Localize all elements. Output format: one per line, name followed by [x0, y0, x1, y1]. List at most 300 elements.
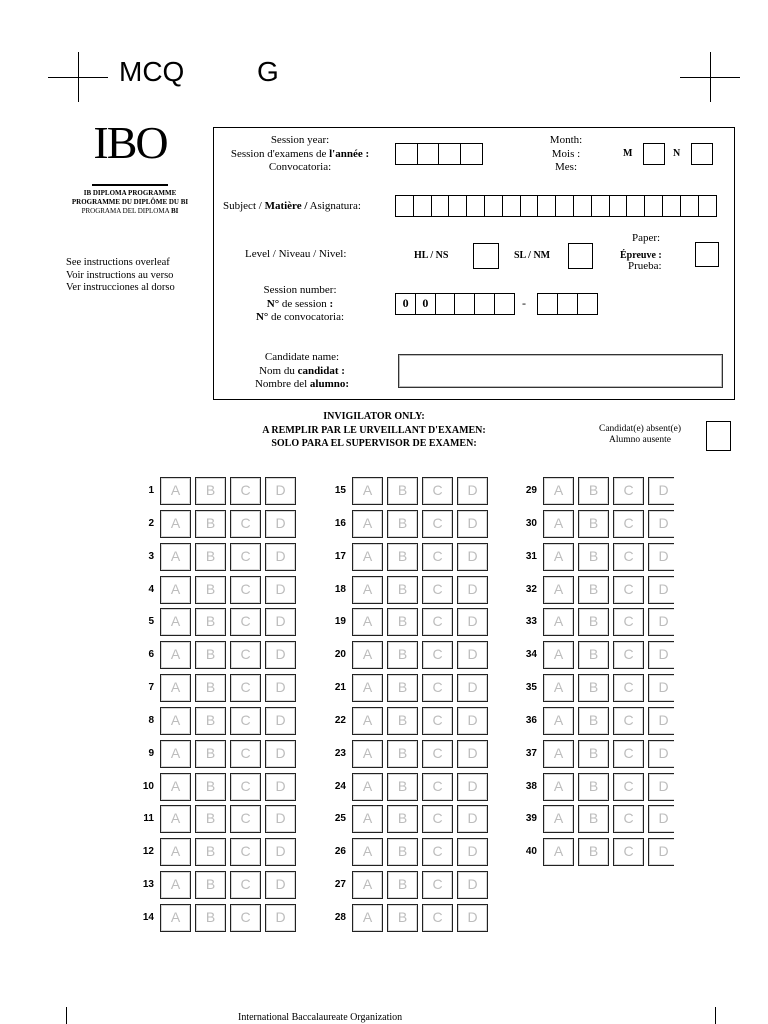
logo-programme-lines — [50, 189, 210, 216]
answer-bubble-d[interactable]: D — [457, 641, 488, 669]
question-number: 19 — [334, 616, 346, 628]
answer-bubble-c[interactable]: C — [613, 740, 644, 768]
question-number: 16 — [334, 517, 346, 529]
answer-bubble-b[interactable]: B — [387, 674, 418, 702]
answer-bubble-a[interactable]: A — [160, 707, 191, 735]
session-number-separator: - — [522, 296, 526, 310]
question-number: 24 — [334, 780, 346, 792]
subject-field — [395, 195, 715, 217]
session-number-suffix-cell[interactable] — [577, 293, 598, 315]
answer-bubble-a[interactable]: A — [160, 904, 191, 932]
answer-bubble-b[interactable]: B — [578, 641, 609, 669]
answer-bubble-a[interactable]: A — [543, 674, 574, 702]
session-year-label-es: Convocatoria: — [268, 161, 332, 173]
answer-bubble-d[interactable]: D — [457, 904, 488, 932]
question-number: 28 — [334, 911, 346, 923]
question-number: 35 — [525, 682, 537, 694]
answer-bubble-a[interactable]: A — [160, 805, 191, 833]
question-row — [134, 838, 300, 871]
subject-cell[interactable] — [395, 195, 414, 217]
answer-bubble-b[interactable]: B — [387, 805, 418, 833]
answer-bubble-b[interactable]: B — [195, 740, 226, 768]
answer-bubble-b[interactable]: B — [195, 543, 226, 571]
question-row — [134, 773, 300, 806]
answer-bubble-b[interactable]: B — [578, 773, 609, 801]
answer-bubble-d[interactable]: D — [648, 608, 674, 636]
question-row — [326, 576, 492, 609]
question-row — [134, 740, 300, 773]
answer-bubble-c[interactable]: C — [422, 740, 453, 768]
answer-bubble-a[interactable]: A — [352, 608, 383, 636]
invigilator-heading — [224, 410, 524, 451]
paper-label-es: Prueba: — [628, 260, 662, 272]
answer-column — [517, 477, 674, 871]
session-year-label-fr — [215, 148, 385, 162]
answer-bubble-d[interactable]: D — [265, 576, 296, 604]
answer-bubble-c[interactable]: C — [613, 773, 644, 801]
candidate-name-label-es-text: Nombre del — [254, 378, 310, 390]
answer-bubble-b[interactable]: B — [195, 838, 226, 866]
session-number-cell[interactable] — [454, 293, 475, 315]
answer-bubble-c[interactable]: C — [230, 543, 261, 571]
answer-bubble-a[interactable]: A — [352, 773, 383, 801]
question-number: 9 — [148, 747, 154, 759]
answer-bubble-a[interactable]: A — [352, 871, 383, 899]
subject-cell[interactable] — [466, 195, 485, 217]
answer-bubble-d[interactable]: D — [457, 707, 488, 735]
answer-bubble-a[interactable]: A — [160, 773, 191, 801]
question-number: 36 — [525, 714, 537, 726]
month-label — [526, 134, 606, 175]
question-row — [517, 773, 674, 806]
answer-bubble-a[interactable]: A — [543, 773, 574, 801]
answer-bubble-c[interactable]: C — [230, 576, 261, 604]
answer-bubble-a[interactable]: A — [352, 641, 383, 669]
answer-bubble-a[interactable]: A — [352, 510, 383, 538]
answer-bubble-c[interactable]: C — [230, 510, 261, 538]
candidate-name-label — [217, 351, 387, 392]
answer-bubble-d[interactable]: D — [648, 576, 674, 604]
question-row — [517, 543, 674, 576]
question-row — [326, 707, 492, 740]
subject-cell[interactable] — [591, 195, 610, 217]
answer-bubble-b[interactable]: B — [195, 576, 226, 604]
question-row — [326, 510, 492, 543]
answer-bubble-b[interactable]: B — [578, 477, 609, 505]
question-row — [134, 805, 300, 838]
answer-bubble-b[interactable]: B — [578, 707, 609, 735]
answer-bubble-b[interactable]: B — [387, 904, 418, 932]
answer-bubble-a[interactable]: A — [160, 838, 191, 866]
answer-bubble-d[interactable]: D — [265, 510, 296, 538]
question-number: 11 — [143, 813, 154, 825]
question-row — [326, 871, 492, 904]
answer-bubble-c[interactable]: C — [230, 608, 261, 636]
session-number-label — [215, 284, 385, 325]
question-number: 3 — [148, 550, 154, 562]
subject-cell[interactable] — [537, 195, 556, 217]
answer-bubble-b[interactable]: B — [195, 871, 226, 899]
answer-bubble-a[interactable]: A — [543, 477, 574, 505]
answer-bubble-c[interactable]: C — [422, 576, 453, 604]
answer-bubble-c[interactable]: C — [230, 773, 261, 801]
question-row — [326, 608, 492, 641]
answer-bubble-c[interactable]: C — [230, 707, 261, 735]
logo-wordmark: IBO — [93, 117, 167, 168]
answer-bubble-c[interactable]: C — [422, 510, 453, 538]
answer-bubble-b[interactable]: B — [195, 510, 226, 538]
question-number: 1 — [148, 485, 154, 496]
session-number-cell[interactable] — [435, 293, 456, 315]
answer-bubble-b[interactable]: B — [195, 674, 226, 702]
answer-bubble-a[interactable]: A — [160, 477, 191, 505]
answer-bubble-d[interactable]: D — [648, 805, 674, 833]
answer-bubble-d[interactable]: D — [265, 674, 296, 702]
answer-bubble-d[interactable]: D — [648, 641, 674, 669]
answer-bubble-d[interactable]: D — [648, 838, 674, 866]
answer-bubble-a[interactable]: A — [543, 838, 574, 866]
answer-bubble-d[interactable]: D — [265, 740, 296, 768]
form-version: G — [257, 56, 279, 87]
answer-bubble-d[interactable]: D — [648, 477, 674, 505]
answer-bubble-c[interactable]: C — [230, 477, 261, 505]
subject-cell[interactable] — [413, 195, 432, 217]
answer-bubble-a[interactable]: A — [352, 805, 383, 833]
paper-label-fr: Épreuve : — [620, 250, 662, 261]
answer-bubble-b[interactable]: B — [578, 543, 609, 571]
question-number: 39 — [525, 813, 537, 825]
answer-bubble-c[interactable]: C — [230, 838, 261, 866]
answer-bubble-b[interactable]: B — [387, 641, 418, 669]
session-number-cell[interactable]: 0 — [415, 293, 436, 315]
subject-cell[interactable] — [662, 195, 681, 217]
question-row — [517, 510, 674, 543]
session-number-cell[interactable]: 0 — [395, 293, 416, 315]
subject-label-suffix: Asignatura: — [307, 200, 361, 212]
question-number: 37 — [525, 747, 537, 759]
answer-bubble-d[interactable]: D — [457, 871, 488, 899]
answer-bubble-b[interactable]: B — [578, 608, 609, 636]
answer-bubble-b[interactable]: B — [195, 904, 226, 932]
session-number-suffix-cell[interactable] — [537, 293, 558, 315]
answer-bubble-c[interactable]: C — [613, 805, 644, 833]
question-row — [134, 608, 300, 641]
answer-bubble-a[interactable]: A — [160, 576, 191, 604]
question-number: 30 — [525, 517, 537, 529]
answer-bubble-c[interactable]: C — [422, 773, 453, 801]
question-row — [517, 805, 674, 838]
session-year-label — [215, 134, 385, 175]
candidate-absent-checkbox[interactable] — [706, 421, 731, 451]
answer-bubble-b[interactable]: B — [387, 838, 418, 866]
subject-cell[interactable] — [431, 195, 450, 217]
answer-bubble-a[interactable]: A — [543, 543, 574, 571]
answer-bubble-c[interactable]: C — [613, 543, 644, 571]
answer-bubble-d[interactable]: D — [265, 838, 296, 866]
answer-bubble-b[interactable]: B — [195, 608, 226, 636]
logo — [50, 117, 210, 220]
question-row — [134, 510, 300, 543]
answer-bubble-b[interactable]: B — [195, 641, 226, 669]
answer-bubble-d[interactable]: D — [265, 773, 296, 801]
answer-bubble-c[interactable]: C — [422, 674, 453, 702]
question-number: 2 — [148, 517, 154, 529]
question-row — [326, 805, 492, 838]
session-year-label-fr-text: Session d'examens de — [230, 147, 330, 160]
subject-cell[interactable] — [680, 195, 699, 217]
question-number: 4 — [148, 583, 154, 595]
answer-bubble-a[interactable]: A — [352, 707, 383, 735]
answer-bubble-b[interactable]: B — [195, 773, 226, 801]
month-label-en: Month: — [549, 134, 583, 146]
question-row — [326, 674, 492, 707]
question-row — [134, 707, 300, 740]
answer-bubble-d[interactable]: D — [457, 576, 488, 604]
answer-bubble-a[interactable]: A — [543, 510, 574, 538]
answer-bubble-c[interactable]: C — [422, 904, 453, 932]
subject-cell[interactable] — [644, 195, 663, 217]
answer-bubble-c[interactable]: C — [230, 674, 261, 702]
question-number: 20 — [334, 649, 346, 661]
answer-bubble-b[interactable]: B — [195, 805, 226, 833]
question-number: 6 — [148, 649, 154, 661]
question-row — [134, 904, 300, 937]
answer-bubble-d[interactable]: D — [648, 740, 674, 768]
question-number: 10 — [142, 780, 154, 792]
answer-bubble-d[interactable]: D — [457, 773, 488, 801]
question-number: 34 — [525, 649, 537, 661]
question-row — [134, 477, 300, 510]
level-sl-label: SL / NM — [514, 250, 551, 261]
logo-rule — [92, 184, 168, 186]
subject-cell[interactable] — [555, 195, 574, 217]
answer-bubble-b[interactable]: B — [387, 510, 418, 538]
answer-bubble-b[interactable]: B — [195, 707, 226, 735]
session-number-label-fr-text: de session — [279, 297, 330, 310]
answer-bubble-d[interactable]: D — [648, 707, 674, 735]
instructions-es: Ver instrucciones al dorso — [66, 282, 175, 293]
answer-bubble-c[interactable]: C — [422, 608, 453, 636]
question-row — [517, 707, 674, 740]
subject-cell[interactable] — [698, 195, 717, 217]
session-number-label-es — [215, 311, 385, 325]
answer-bubble-c[interactable]: C — [422, 707, 453, 735]
question-row — [326, 543, 492, 576]
answer-bubble-d[interactable]: D — [265, 477, 296, 505]
answer-bubble-a[interactable]: A — [543, 641, 574, 669]
answer-bubble-c[interactable]: C — [422, 641, 453, 669]
answer-bubble-b[interactable]: B — [387, 707, 418, 735]
answer-bubble-b[interactable]: B — [578, 838, 609, 866]
answer-bubble-d[interactable]: D — [648, 510, 674, 538]
subject-cell[interactable] — [484, 195, 503, 217]
subject-cell[interactable] — [573, 195, 592, 217]
answer-bubble-d[interactable]: D — [648, 543, 674, 571]
answer-bubble-a[interactable]: A — [160, 871, 191, 899]
answer-bubble-a[interactable]: A — [543, 576, 574, 604]
subject-label — [223, 199, 361, 213]
answer-bubble-b[interactable]: B — [387, 871, 418, 899]
answer-bubble-a[interactable]: A — [352, 838, 383, 866]
answer-bubble-c[interactable]: C — [422, 871, 453, 899]
answer-bubble-b[interactable]: B — [387, 477, 418, 505]
answer-bubble-c[interactable]: C — [613, 641, 644, 669]
answer-bubble-c[interactable]: C — [422, 805, 453, 833]
logo-line-en: IB DIPLOMA PROGRAMME — [83, 189, 177, 197]
answer-bubble-d[interactable]: D — [265, 641, 296, 669]
subject-label-text: Subject / — [223, 200, 265, 212]
answer-bubble-c[interactable]: C — [613, 576, 644, 604]
answer-bubble-d[interactable]: D — [457, 477, 488, 505]
answer-bubble-d[interactable]: D — [457, 510, 488, 538]
question-number: 7 — [148, 682, 154, 694]
answer-bubble-c[interactable]: C — [613, 608, 644, 636]
answer-bubble-c[interactable]: C — [613, 707, 644, 735]
level-hl-label: HL / NS — [414, 250, 449, 261]
question-number: 21 — [334, 682, 346, 694]
subject-cell[interactable] — [520, 195, 539, 217]
answer-bubble-a[interactable]: A — [543, 707, 574, 735]
level-hl-checkbox[interactable] — [473, 243, 499, 269]
level-sl-checkbox[interactable] — [568, 243, 593, 269]
month-option-n-box[interactable] — [691, 143, 713, 165]
question-row — [326, 641, 492, 674]
question-row — [326, 773, 492, 806]
answer-bubble-b[interactable]: B — [578, 576, 609, 604]
answer-bubble-b[interactable]: B — [387, 608, 418, 636]
answer-bubble-d[interactable]: D — [648, 674, 674, 702]
question-row — [326, 838, 492, 871]
answer-bubble-d[interactable]: D — [265, 871, 296, 899]
subject-cell[interactable] — [502, 195, 521, 217]
candidate-absent-label-es: Alumno ausente — [608, 435, 671, 445]
subject-cell[interactable] — [626, 195, 645, 217]
invigilator-line-fr: A REMPLIR PAR LE URVEILLANT D'EXAMEN: — [262, 424, 486, 436]
answer-bubble-c[interactable]: C — [230, 871, 261, 899]
session-year-cell[interactable] — [460, 143, 483, 165]
answer-bubble-c[interactable]: C — [230, 805, 261, 833]
answer-bubble-c[interactable]: C — [230, 641, 261, 669]
answer-bubble-b[interactable]: B — [578, 805, 609, 833]
answer-bubble-a[interactable]: A — [160, 641, 191, 669]
question-number: 25 — [334, 813, 346, 825]
answer-bubble-a[interactable]: A — [543, 740, 574, 768]
answer-bubble-b[interactable]: B — [578, 740, 609, 768]
session-number-label-es-text: de convocatoria: — [268, 311, 345, 323]
level-label: Level / Niveau / Nivel: — [245, 248, 347, 260]
answer-bubble-b[interactable]: B — [387, 543, 418, 571]
answer-bubble-c[interactable]: C — [230, 904, 261, 932]
answer-bubble-d[interactable]: D — [457, 543, 488, 571]
paper-label-en: Paper: — [632, 232, 661, 244]
paper-field[interactable] — [695, 242, 719, 267]
answer-bubble-a[interactable]: A — [543, 805, 574, 833]
subject-cell[interactable] — [448, 195, 467, 217]
session-number-field — [395, 293, 514, 315]
crop-mark — [48, 77, 108, 78]
answer-bubble-d[interactable]: D — [265, 805, 296, 833]
session-number-suffix-cell[interactable] — [557, 293, 578, 315]
session-year-label-en: Session year: — [270, 134, 330, 146]
answer-bubble-c[interactable]: C — [613, 674, 644, 702]
question-number: 8 — [148, 714, 154, 726]
session-number-cell[interactable] — [494, 293, 515, 315]
question-number: 12 — [142, 846, 154, 858]
answer-bubble-b[interactable]: B — [578, 674, 609, 702]
month-option-n-label: N — [673, 148, 681, 159]
candidate-name-field[interactable] — [398, 354, 723, 388]
candidate-name-label-fr-bold: candidat : — [297, 364, 345, 377]
answer-bubble-d[interactable]: D — [265, 608, 296, 636]
answer-bubble-a[interactable]: A — [352, 674, 383, 702]
subject-label-bold: Matière / — [264, 200, 308, 212]
answer-bubble-a[interactable]: A — [160, 674, 191, 702]
answer-bubble-c[interactable]: C — [613, 477, 644, 505]
answer-bubble-a[interactable]: A — [160, 510, 191, 538]
answer-bubble-a[interactable]: A — [160, 543, 191, 571]
answer-bubble-c[interactable]: C — [422, 543, 453, 571]
answer-bubble-c[interactable]: C — [422, 477, 453, 505]
subject-cell[interactable] — [609, 195, 628, 217]
answer-bubble-d[interactable]: D — [457, 740, 488, 768]
question-row — [134, 543, 300, 576]
answer-bubble-d[interactable]: D — [457, 838, 488, 866]
answer-bubble-c[interactable]: C — [613, 838, 644, 866]
month-option-m-box[interactable] — [643, 143, 665, 165]
form-code: MCQ — [119, 56, 185, 87]
answer-bubble-c[interactable]: C — [613, 510, 644, 538]
question-number: 18 — [334, 583, 346, 595]
question-number: 31 — [525, 550, 537, 562]
question-number: 15 — [334, 485, 346, 496]
session-number-suffix-field — [537, 293, 596, 315]
answer-bubble-d[interactable]: D — [648, 773, 674, 801]
answer-bubble-a[interactable]: A — [160, 740, 191, 768]
answer-bubble-a[interactable]: A — [352, 740, 383, 768]
answer-bubble-b[interactable]: B — [578, 510, 609, 538]
session-number-cell[interactable] — [474, 293, 495, 315]
answer-bubble-a[interactable]: A — [352, 477, 383, 505]
answer-bubble-b[interactable]: B — [387, 740, 418, 768]
answer-bubble-d[interactable]: D — [265, 543, 296, 571]
answer-bubble-d[interactable]: D — [457, 608, 488, 636]
crop-mark — [66, 1007, 67, 1024]
crop-mark — [715, 1007, 716, 1024]
answer-bubble-a[interactable]: A — [543, 608, 574, 636]
session-year-cell[interactable] — [417, 143, 440, 165]
answer-bubble-b[interactable]: B — [195, 477, 226, 505]
logo-line-fr: PROGRAMME DU DIPLÔME DU BI — [71, 198, 189, 206]
answer-bubble-b[interactable]: B — [387, 773, 418, 801]
question-row — [134, 871, 300, 904]
answer-bubble-d[interactable]: D — [265, 707, 296, 735]
question-number: 26 — [334, 846, 346, 858]
candidate-absent-label — [585, 424, 695, 446]
answer-bubble-a[interactable]: A — [160, 608, 191, 636]
session-year-cell[interactable] — [395, 143, 418, 165]
answer-bubble-c[interactable]: C — [230, 740, 261, 768]
instructions-en: See instructions overleaf — [66, 257, 170, 268]
answer-bubble-d[interactable]: D — [265, 904, 296, 932]
answer-bubble-b[interactable]: B — [387, 576, 418, 604]
session-year-cell[interactable] — [438, 143, 461, 165]
answer-bubble-d[interactable]: D — [457, 674, 488, 702]
answer-bubble-c[interactable]: C — [422, 838, 453, 866]
answer-bubble-a[interactable]: A — [352, 543, 383, 571]
answer-bubble-d[interactable]: D — [457, 805, 488, 833]
answer-bubble-a[interactable]: A — [352, 576, 383, 604]
answer-bubble-a[interactable]: A — [352, 904, 383, 932]
